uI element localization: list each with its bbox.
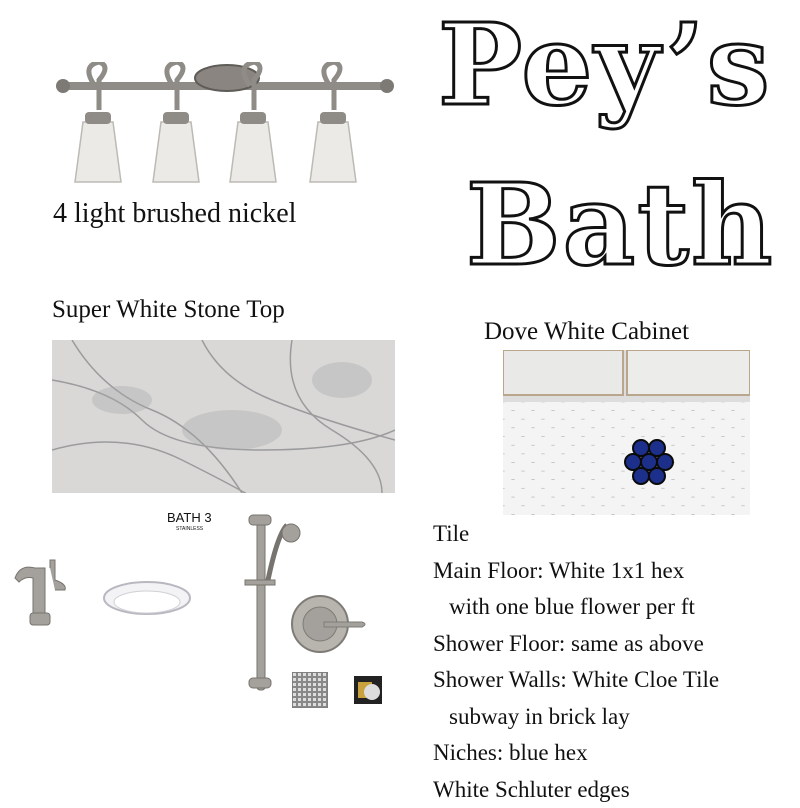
shower-valve-trim-image xyxy=(290,592,370,657)
tile-spec-list xyxy=(433,516,719,808)
tile-heading: Tile xyxy=(433,516,719,553)
faucet-image xyxy=(10,558,75,633)
light-caption: 4 light brushed nickel xyxy=(53,198,296,230)
fixtures-sublabel: STAINLESS xyxy=(176,526,203,532)
tile-spec-line: subway in brick lay xyxy=(433,699,719,736)
page-title-line2: Bath xyxy=(466,160,774,291)
stone-caption: Super White Stone Top xyxy=(52,296,285,324)
valve-body-image xyxy=(350,672,386,708)
fixtures-label: BATH 3 xyxy=(167,510,212,525)
page-title-line1: Pey’s xyxy=(438,0,772,131)
tile-spec-line: Shower Floor: same as above xyxy=(433,626,719,663)
tile-spec-line: Shower Walls: White Cloe Tile xyxy=(433,662,719,699)
shower-drain-image xyxy=(292,672,328,708)
vanity-light-image xyxy=(55,62,400,197)
tile-spec-line: with one blue flower per ft xyxy=(433,589,719,626)
sink-image xyxy=(102,580,192,620)
tile-spec-line: Main Floor: White 1x1 hex xyxy=(433,553,719,590)
hex-tile-image xyxy=(503,350,750,515)
marble-stone-image xyxy=(52,340,395,493)
tile-spec-line: Niches: blue hex xyxy=(433,735,719,772)
cabinet-caption: Dove White Cabinet xyxy=(484,318,689,346)
tile-spec-line: White Schluter edges xyxy=(433,772,719,808)
